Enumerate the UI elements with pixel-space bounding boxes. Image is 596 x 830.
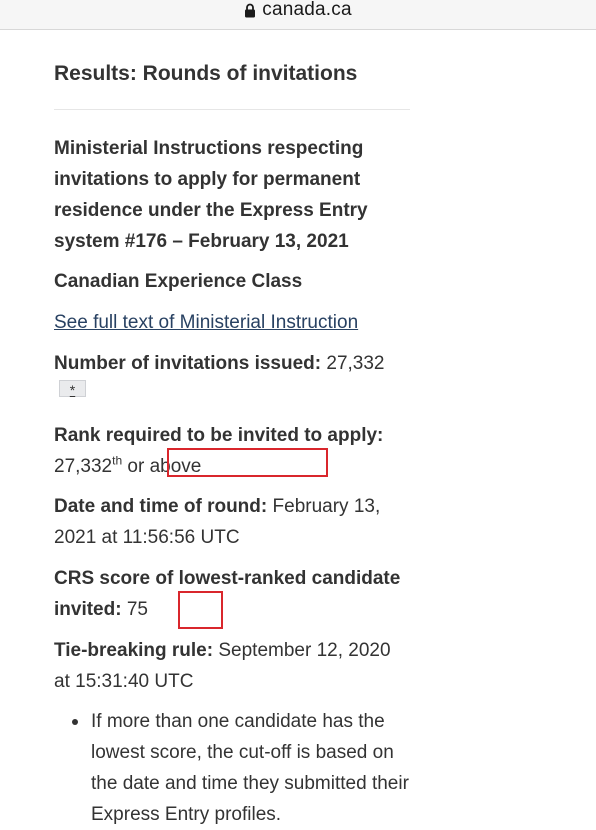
round-date-time <box>54 491 404 553</box>
crs-highlight-box <box>178 591 223 629</box>
rank-label: Rank required to be invited to apply: <box>54 425 384 446</box>
url-text: canada.ca <box>262 0 352 20</box>
program-name: Canadian Experience Class <box>54 271 303 292</box>
rank-number: 27,332 <box>54 456 113 477</box>
bullet-text: If more than one candidate has the lowest score, the cut-off is based on the date and time they submitted their Express Entry profiles. <box>91 711 409 825</box>
title-divider <box>54 109 410 110</box>
tie-breaking-rule <box>54 635 404 697</box>
rank-tail: or above <box>127 456 202 477</box>
browser-address-bar[interactable] <box>0 0 596 30</box>
footnote-button[interactable]: * <box>59 380 86 397</box>
full-text-link[interactable]: See full text of Ministerial Instruction <box>54 312 359 333</box>
lock-icon <box>244 3 256 18</box>
tie-breaking-notes <box>54 706 414 830</box>
page-title: Results: Rounds of invitations <box>54 62 358 85</box>
invitations-label: Number of invitations issued: <box>54 353 322 374</box>
rank-highlight-box <box>167 448 328 477</box>
round-date-label: Date and time of round: <box>54 496 268 517</box>
list-item <box>54 706 414 830</box>
ministerial-instructions-heading: Ministerial Instructions respecting invitations to apply for permanent residence under the Express Entry system #176 – February 13, 2021 <box>54 138 368 252</box>
address-bar-content <box>244 0 351 21</box>
crs-value: 75 <box>126 599 148 620</box>
invitations-value: 27,332 <box>326 353 385 374</box>
invitations-issued <box>54 348 404 379</box>
round-date-value: February 13, 2021 at 11:56:56 UTC <box>54 496 381 548</box>
tie-label: Tie-breaking rule: <box>54 640 214 661</box>
bullet-icon <box>72 719 78 725</box>
crs-label: CRS score of lowest-ranked candidate invited: <box>54 568 401 620</box>
crs-score <box>54 563 404 625</box>
tie-value: September 12, 2020 at 15:31:40 UTC <box>54 640 391 692</box>
rank-ordinal: th <box>112 453 123 468</box>
